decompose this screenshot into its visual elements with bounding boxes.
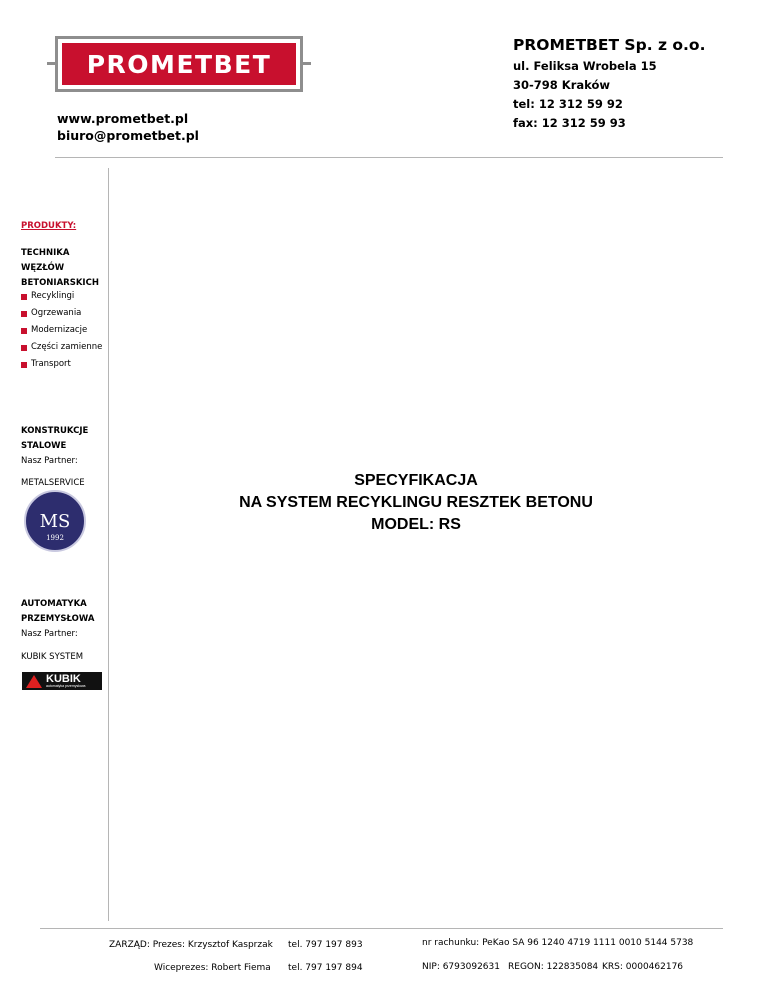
bullet-icon — [21, 362, 27, 368]
section-title-line: TECHNIKA — [21, 248, 70, 258]
partner-kubik-system[interactable]: KUBIK SYSTEM — [21, 652, 84, 662]
kubik-logo[interactable] — [22, 672, 102, 690]
logo-frame-tick-right — [303, 62, 311, 65]
footer-nip: NIP: 6793092631 — [422, 962, 500, 972]
footer-vice-phone: tel. 797 197 894 — [288, 963, 363, 973]
sidebar-item-czesci-zamienne[interactable]: Części zamienne — [21, 339, 102, 356]
title-line-3: MODEL: RS — [371, 516, 461, 533]
bullet-icon — [21, 345, 27, 351]
logo-text: PROMETBET — [62, 43, 296, 85]
partner-label: Nasz Partner: — [21, 456, 78, 466]
sidebar-section-technika — [21, 246, 99, 291]
partner-metalservice[interactable]: METALSERVICE — [21, 478, 85, 488]
kubik-logo-text: KUBIK — [46, 673, 81, 685]
logo-frame-tick-left — [47, 62, 55, 65]
sidebar-section-automatyka — [21, 597, 94, 642]
section-title-line: BETONIARSKICH — [21, 278, 99, 288]
website-link[interactable]: www.prometbet.pl — [57, 111, 189, 126]
section-title-line: KONSTRUKCJE — [21, 426, 89, 436]
sidebar-item-modernizacje[interactable]: Modernizacje — [21, 322, 102, 339]
document-title — [110, 470, 722, 536]
company-name: PROMETBET Sp. z o.o. — [513, 36, 706, 54]
prometbet-logo — [55, 36, 303, 92]
sidebar-products-heading: PRODUKTY: — [21, 221, 77, 231]
phone: tel: 12 312 59 92 — [513, 97, 623, 111]
metalservice-logo-text: MS — [39, 510, 71, 532]
metalservice-logo-year: 1992 — [46, 534, 64, 542]
footer-krs: KRS: 0000462176 — [602, 962, 684, 972]
footer-divider — [40, 928, 723, 929]
section-title-line: WĘZŁÓW — [21, 263, 65, 273]
section-title-line: AUTOMATYKA — [21, 599, 87, 609]
section-title-line: PRZEMYSŁOWA — [21, 614, 95, 624]
bullet-icon — [21, 328, 27, 334]
header-divider — [55, 157, 723, 158]
sidebar-section-konstrukcje — [21, 424, 88, 469]
bullet-icon — [21, 311, 27, 317]
footer-regon: REGON: 122835084 — [508, 962, 599, 972]
footer-president-phone: tel. 797 197 893 — [288, 940, 363, 950]
title-line-1: SPECYFIKACJA — [354, 472, 478, 489]
kubik-logo-subtitle: automatyka przemysłowa — [46, 684, 86, 688]
email-link[interactable]: biuro@prometbet.pl — [57, 128, 199, 143]
kubik-triangle-icon — [26, 675, 42, 688]
fax: fax: 12 312 59 93 — [513, 116, 626, 130]
bullet-icon — [21, 294, 27, 300]
footer-vice-president: Wiceprezes: Robert Fiema — [154, 963, 271, 973]
title-line-2: NA SYSTEM RECYKLINGU RESZTEK BETONU — [239, 494, 593, 511]
sidebar-divider — [108, 168, 109, 921]
sidebar-item-recyklingi[interactable]: Recyklingi — [21, 288, 102, 305]
sidebar-product-list — [21, 288, 102, 373]
footer-president: ZARZĄD: Prezes: Krzysztof Kasprzak — [109, 940, 273, 950]
address-city: 30-798 Kraków — [513, 78, 610, 92]
sidebar-item-ogrzewania[interactable]: Ogrzewania — [21, 305, 102, 322]
footer-bank-account: nr rachunku: PeKao SA 96 1240 4719 1111 0010 5144 5738 — [422, 938, 694, 948]
partner-label: Nasz Partner: — [21, 629, 78, 639]
section-title-line: STALOWE — [21, 441, 67, 451]
sidebar-item-transport[interactable]: Transport — [21, 356, 102, 373]
address-street: ul. Feliksa Wrobela 15 — [513, 59, 657, 73]
metalservice-logo[interactable] — [24, 490, 86, 552]
